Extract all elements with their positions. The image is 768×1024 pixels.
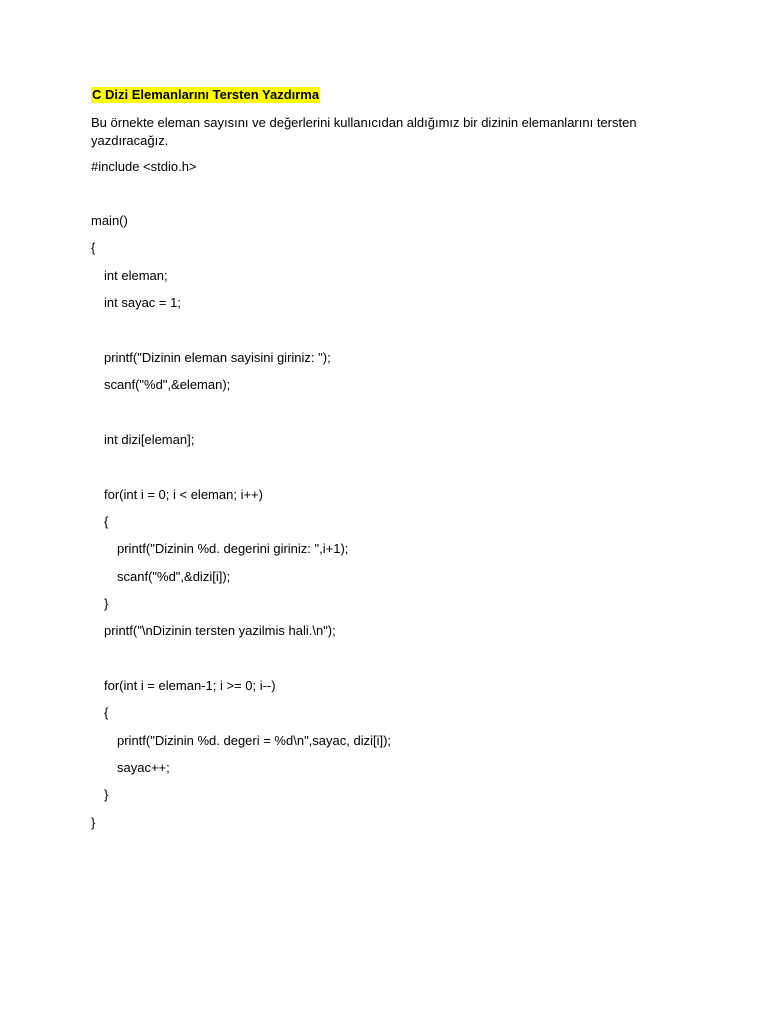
code-line-int-sayac: int sayac = 1; bbox=[104, 295, 181, 310]
code-line-open-brace: { bbox=[91, 240, 96, 255]
code-line-printf-value: printf("Dizinin %d. degerini giriniz: ",i+1); bbox=[117, 541, 349, 556]
code-line-printf-count: printf("Dizinin eleman sayisini giriniz: "); bbox=[104, 350, 331, 365]
code-line-scanf-count: scanf("%d",&eleman); bbox=[104, 377, 231, 392]
code-line-for-reverse-open: { bbox=[104, 705, 109, 720]
code-line-printf-result: printf("Dizinin %d. degeri = %d\n",sayac, dizi[i]); bbox=[117, 733, 392, 748]
code-line-for-reverse-close: } bbox=[104, 787, 109, 802]
code-line-sayac-increment: sayac++; bbox=[117, 760, 170, 775]
code-line-for-open: { bbox=[104, 514, 109, 529]
code-line-close-brace: } bbox=[91, 815, 96, 830]
code-line-for-input: for(int i = 0; i < eleman; i++) bbox=[104, 487, 263, 502]
code-line-printf-header: printf("\nDizinin tersten yazilmis hali.\n"); bbox=[104, 623, 336, 638]
code-line-scanf-value: scanf("%d",&dizi[i]); bbox=[117, 569, 231, 584]
code-line-include: #include <stdio.h> bbox=[91, 159, 197, 174]
code-line-for-close: } bbox=[104, 596, 109, 611]
intro-paragraph: Bu örnekte eleman sayısını ve değerlerini kullanıcıdan aldığımız bir dizinin elemanlarını tersten yazdıracağız. bbox=[91, 115, 637, 148]
code-line-int-eleman: int eleman; bbox=[104, 268, 168, 283]
document-title: C Dizi Elemanlarını Tersten Yazdırma bbox=[92, 87, 320, 102]
code-line-array-decl: int dizi[eleman]; bbox=[104, 432, 195, 447]
code-line-for-reverse: for(int i = eleman-1; i >= 0; i--) bbox=[104, 678, 276, 693]
code-line-main: main() bbox=[91, 213, 128, 228]
